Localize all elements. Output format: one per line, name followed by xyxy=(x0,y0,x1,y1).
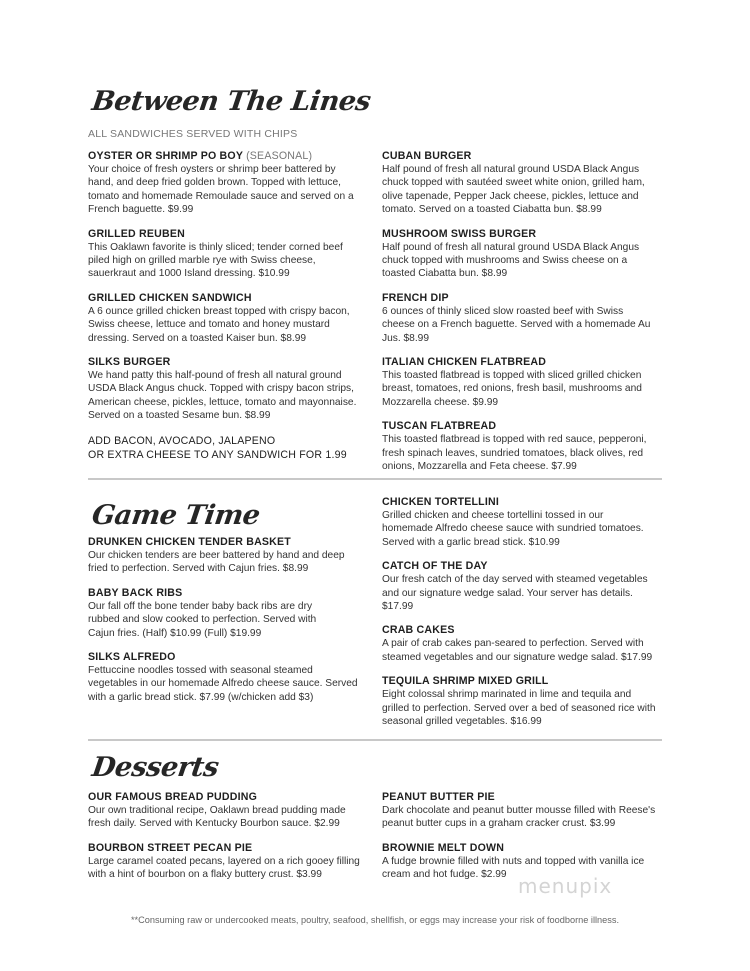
watermark-logo: menupix xyxy=(518,874,613,898)
menu-item xyxy=(382,560,657,613)
item-note: (SEASONAL) xyxy=(246,150,313,162)
item-name: CRAB CAKES xyxy=(382,624,455,637)
item-description: Eight colossal shrimp marinated in lime and tequila and grilled to perfection. Served over a bed of seasoned rice with seasonal grilled vegetables. $16.99 xyxy=(382,689,656,728)
item-name: TEQUILA SHRIMP MIXED GRILL xyxy=(382,675,549,688)
item-name: FRENCH DIP xyxy=(382,291,449,304)
item-description: A pair of crab cakes pan-seared to perfection. Served with steamed vegetables and our signature wedge salad. $17.99 xyxy=(382,638,653,663)
item-name: OUR FAMOUS BREAD PUDDING xyxy=(88,791,258,803)
menu-item xyxy=(382,356,657,409)
item-description: Dark chocolate and peanut butter mousse filled with Reese's peanut butter cups in a graham cracker crust. $3.99 xyxy=(382,805,656,830)
menu-item xyxy=(88,791,363,831)
item-name: CHICKEN TORTELLINI xyxy=(382,496,499,508)
section-divider xyxy=(88,739,662,741)
section-subtitle: ALL SANDWICHES SERVED WITH CHIPS xyxy=(88,128,298,140)
item-description: A 6 ounce grilled chicken breast topped with crispy bacon, Swiss cheese, lettuce and tomato and honey mustard dressing. Served on a toasted Kaiser bun. $8.99 xyxy=(88,305,350,344)
item-name: BOURBON STREET PECAN PIE xyxy=(88,841,253,854)
item-name: GRILLED REUBEN xyxy=(88,227,185,240)
menu-item xyxy=(382,228,657,281)
menu-item xyxy=(88,651,363,704)
item-description: We hand patty this half-pound of fresh all natural ground USDA Black Angus chuck. Topped with crispy bacon strips, American cheese, pickles, lettuce, tomato and mayonnaise. Served on a toasted Sesame bun. $8.99 xyxy=(88,370,357,422)
menu-item xyxy=(88,228,363,281)
item-description: Our own traditional recipe, Oaklawn bread pudding made fresh daily. Served with Kentucky Bourbon sauce. $2.99 xyxy=(88,805,346,830)
item-description: Grilled chicken and cheese tortellini tossed in our homemade Alfredo cheese sauce with sundried tomatoes. Served with a garlic bread stick. $10.99 xyxy=(382,510,644,548)
menu-item xyxy=(382,496,657,549)
item-description: Our chicken tenders are beer battered by hand and deep fried to perfection. Served with Cajun fries. $8.99 xyxy=(88,550,345,575)
menu-item xyxy=(88,587,363,640)
item-name: SILKS BURGER xyxy=(88,356,171,369)
item-description: This toasted flatbread is topped with red sauce, pepperoni, fresh spinach leaves, sundried tomatoes, black olives, red onions, Mozzarella and Feta cheese. $7.99 xyxy=(382,434,647,473)
item-name: TUSCAN FLATBREAD xyxy=(382,420,497,433)
game-time-right-column xyxy=(382,496,657,739)
item-name: BABY BACK RIBS xyxy=(88,586,183,599)
item-name: SILKS ALFREDO xyxy=(88,651,176,664)
item-description: Our fall off the bone tender baby back ribs are dry rubbed and slow cooked to perfection. Served with Cajun fries. (Half) $10.99 (Full) $19.99 xyxy=(88,600,317,639)
menu-item xyxy=(382,624,657,664)
item-name: OYSTER OR SHRIMP PO BOY xyxy=(88,150,243,162)
item-description: A fudge brownie filled with nuts and topped with vanilla ice cream and hot fudge. $2.99 xyxy=(382,855,645,881)
menu-item xyxy=(88,292,363,345)
addon-line: OR EXTRA CHEESE TO ANY SANDWICH FOR 1.99 xyxy=(88,448,347,461)
item-name: MUSHROOM SWISS BURGER xyxy=(382,227,537,240)
menu-item xyxy=(88,150,363,217)
item-description: Half pound of fresh all natural ground USDA Black Angus chuck topped with mushrooms and Swiss cheese on a toasted Ciabatta bun. $8.99 xyxy=(382,241,640,280)
menu-item xyxy=(88,842,363,882)
section-title-game-time: Game Time xyxy=(90,500,262,531)
sandwiches-left-column xyxy=(88,150,363,462)
section-title-between-the-lines: Between The Lines xyxy=(90,86,373,117)
game-time-left-column xyxy=(88,536,363,715)
section-title-desserts: Desserts xyxy=(90,752,221,783)
item-name: PEANUT BUTTER PIE xyxy=(382,791,495,803)
sandwiches-right-column xyxy=(382,150,657,485)
item-name: CUBAN BURGER xyxy=(382,150,472,162)
item-name: CATCH OF THE DAY xyxy=(382,560,488,573)
desserts-left-column xyxy=(88,791,363,893)
section-divider xyxy=(88,478,662,480)
item-description: Fettuccine noodles tossed with seasonal steamed vegetables in our homemade Alfredo cheese sauce. Served with a garlic bread stick. $7.99 (w/chicken add $3) xyxy=(88,665,358,703)
menu-item xyxy=(382,420,657,473)
menu-item xyxy=(382,150,657,217)
item-description: Half pound of fresh all natural ground USDA Black Angus chuck topped with sautéed sweet white onion, grilled ham, olive tapenade, Pepper Jack cheese, pickles, lettuce and tomato. Served on a toasted Ciabatta bun. $8.99 xyxy=(382,164,645,216)
item-description: Large caramel coated pecans, layered on a rich gooey filling with a hint of bourbon on a flaky buttery crust. $3.99 xyxy=(88,855,360,881)
food-safety-footnote: **Consuming raw or undercooked meats, poultry, seafood, shellfish, or eggs may increase your risk of foodborne illness. xyxy=(130,915,620,925)
menu-item xyxy=(382,292,657,345)
item-description: Your choice of fresh oysters or shrimp beer battered by hand, and deep fried golden brown. Topped with lettuce, tomato and homemade Remoulade sauce and served on a French baguette. $9.99 xyxy=(88,164,354,216)
menu-item xyxy=(88,356,363,423)
menu-item xyxy=(382,675,657,728)
menu-item xyxy=(382,791,657,831)
menu-item xyxy=(88,536,363,576)
item-name: DRUNKEN CHICKEN TENDER BASKET xyxy=(88,536,291,548)
item-description: This Oaklawn favorite is thinly sliced; tender corned beef piled high on grilled marble rye with Swiss cheese, sauerkraut and 1000 Island dressing. $10.99 xyxy=(88,241,343,280)
item-description: This toasted flatbread is topped with sliced grilled chicken breast, tomatoes, red onions, fresh basil, mushrooms and Mozzarella cheese. $9.99 xyxy=(382,370,642,408)
item-name: ITALIAN CHICKEN FLATBREAD xyxy=(382,356,547,369)
sandwich-addon-note xyxy=(88,434,363,462)
item-description: 6 ounces of thinly sliced slow roasted beef with Swiss cheese on a French baguette. Served with a homemade Au Jus. $8.99 xyxy=(382,305,651,344)
item-description: Our fresh catch of the day served with steamed vegetables and our signature wedge salad. Your server has details. $17.99 xyxy=(382,574,648,613)
addon-line: ADD BACON, AVOCADO, JALAPENO xyxy=(88,434,276,447)
item-name: GRILLED CHICKEN SANDWICH xyxy=(88,291,252,304)
item-name: BROWNIE MELT DOWN xyxy=(382,841,505,854)
